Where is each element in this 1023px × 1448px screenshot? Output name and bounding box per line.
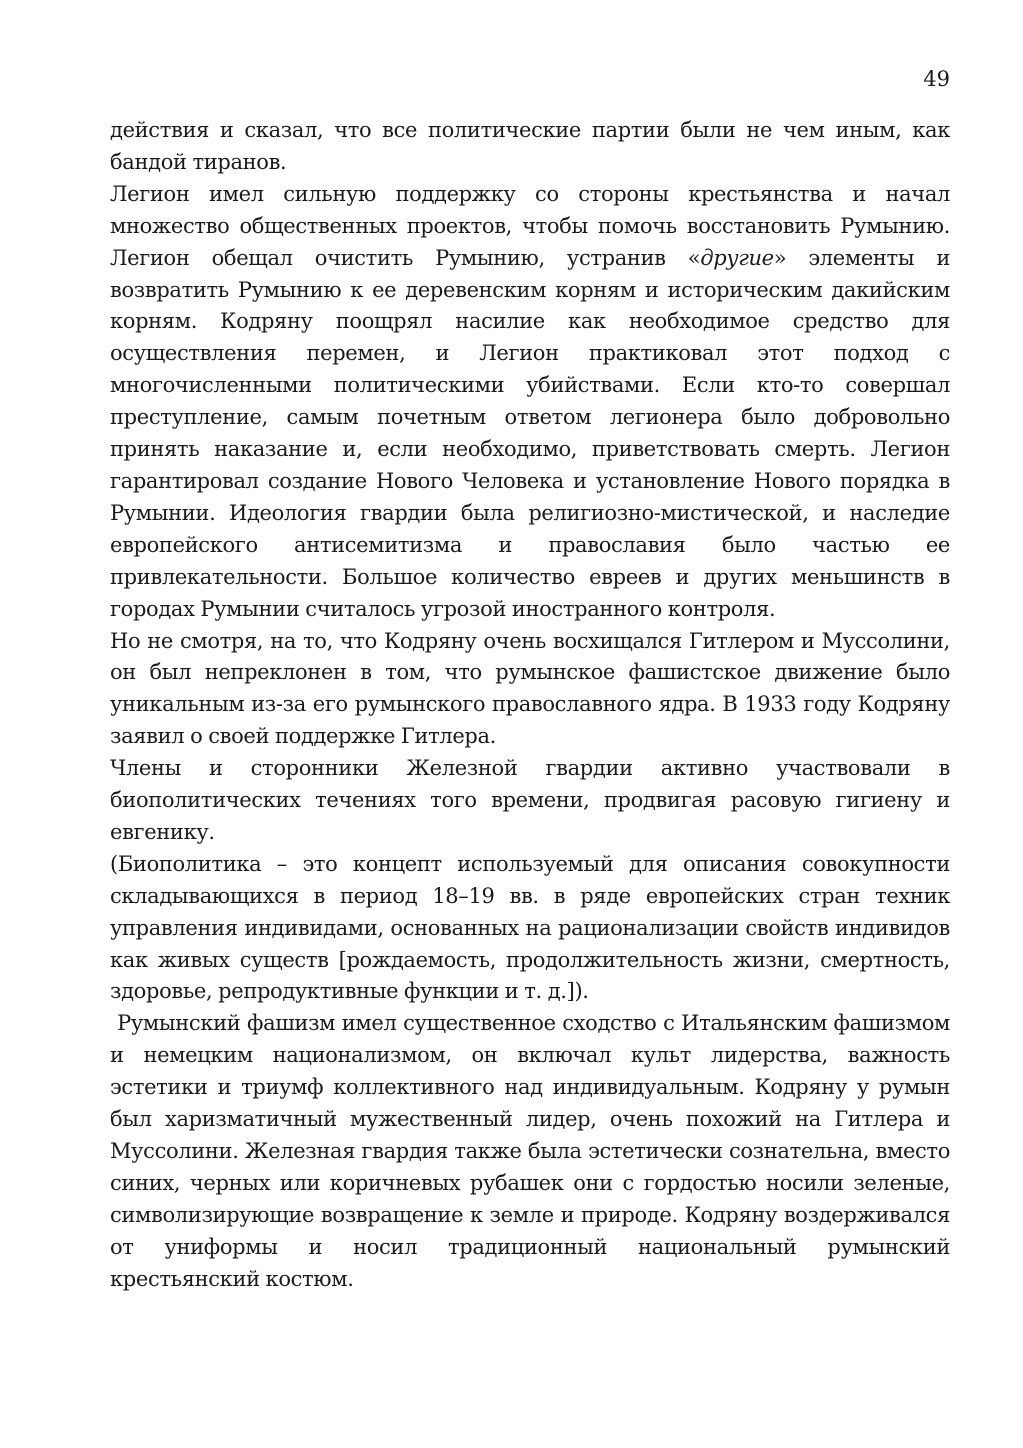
paragraph-legion	[110, 179, 950, 626]
paragraph-biopolitics-members: Члены и сторонники Железной гвардии активно участвовали в биополитических течениях того времени, продвигая расовую гигиену и евгенику.	[110, 756, 950, 844]
paragraph-legion-text-end: » элементы и возвратить Румынию к ее деревенским корням и историческим дакийским корням. Кодряну поощрял насилие как необходимое средство для осуществления перемен, и Легион практиковал этот подход с многочисленными политическими убийствами. Если кто-то совершал преступление, самым почетным ответом легионера было добровольно принять наказание и, если необходимо, приветствовать смерть. Легион гарантировал создание Нового Человека и установление Нового порядка в Румынии. Идеология гвардии была религиозно-мистической, и наследие европейского антисемитизма и православия было частью ее привлекательности. Большое количество евреев и других меньшинств в городах Румынии считалось угрозой иностранного контроля.	[110, 245, 950, 621]
paragraph-codreanu-hitler: Но не смотря, на то, что Кодряну очень восхищался Гитлером и Муссолини, он был непреклонен в том, что румынское фашистское движение было уникальным из-за его румынского православного ядра. В 1933 году Кодряну заявил о своей поддержке Гитлера.	[110, 628, 950, 749]
paragraph-romanian-fascism-text: Румынский фашизм имел существенное сходство с Итальянским фашизмом и немецким национализмом, он включал культ лидерства, важность эстетики и триумф коллективного над индивидуальным. Кодряну у румын был харизматичный мужественный лидер, очень похожий на Гитлера и Муссолини. Железная гвардия также была эстетически сознательна, вместо синих, черных или коричневых рубашек они с гордостью носили зеленые, символизирующие возвращение к земле и природе. Кодряну воздерживался от униформы и носил традиционный национальный румынский крестьянский костюм.	[110, 1011, 950, 1291]
paragraph-romanian-fascism	[110, 1008, 950, 1295]
paragraph-legion-text-start: Легион имел сильную поддержку со стороны крестьянства и начал множество общественных проектов, чтобы помочь восстановить Румынию. Легион обещал очистить Румынию, устранив «	[110, 181, 950, 270]
paragraph-biopolitics-definition: (Биополитика – это концепт используемый для описания совокупности складывающихся в период 18–19 вв. в ряде европейских стран техник управления индивидами, основанных на рационализации свойств индивидов как живых существ [рождаемость, продолжительность жизни, смертность, здоровье, репродуктивные функции и т. д.]).	[110, 851, 950, 1004]
document-body	[110, 115, 950, 1296]
paragraph-continuation: действия и сказал, что все политические партии были не чем иным, как бандой тиранов.	[110, 118, 950, 174]
page-number: 49	[923, 67, 950, 91]
emphasis-others: другие	[700, 245, 774, 270]
